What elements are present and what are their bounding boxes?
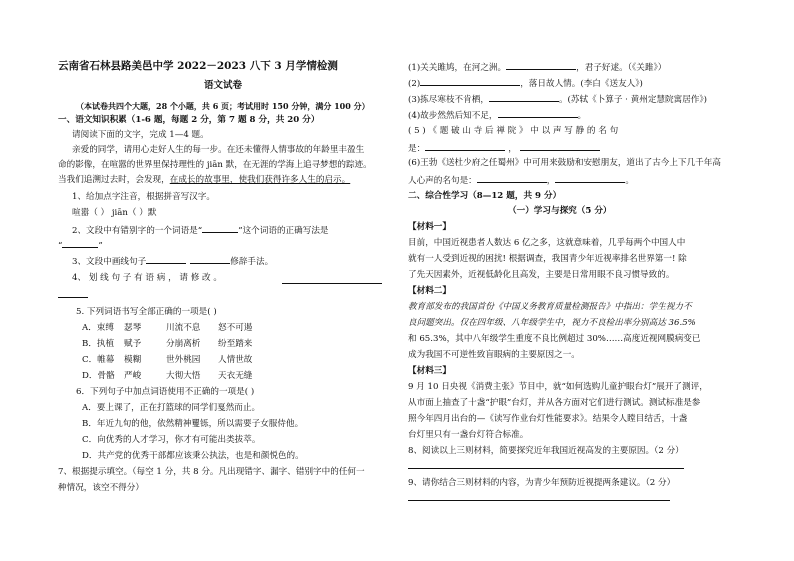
- q5-d-3: 大彻大悟: [166, 371, 201, 381]
- passage-line-1: 亲爱的同学，请用心走好人生的每一步。在还未懂得人情事故的年龄里丰盈生: [72, 145, 365, 155]
- question-2-d: ”: [98, 241, 103, 251]
- question-2-c: “: [58, 241, 63, 251]
- q5-b-1: B．执植: [82, 339, 115, 349]
- question-3-b: 修辞手法。: [230, 257, 274, 267]
- material-3-label: 【材料三】: [408, 366, 451, 376]
- material-1-line-2: 就有一人受到近视的困扰! 根据调查，我国青少年近视率排名世界第一! 除: [408, 254, 687, 264]
- passage-line-3-a: 当我们追溯过去时，会发现，: [58, 175, 170, 185]
- material-3-line-2: 从市面上抽查了十盏“护眼”台灯，并从各方面对它们进行测试。测试标准是参: [408, 398, 701, 408]
- fill-6-d: 。: [625, 176, 634, 186]
- question-2-a: 2、文段中有错别字的一个词语是“: [72, 226, 203, 236]
- answer-line[interactable]: [282, 283, 382, 284]
- question-9: 9、请你结合三则材料的内容，为青少年预防近视提两条建议。（2 分）: [408, 478, 676, 488]
- answer-blank[interactable]: [498, 108, 578, 118]
- answer-line[interactable]: [408, 500, 670, 501]
- answer-blank[interactable]: [146, 254, 186, 264]
- q6-option-c: C．向优秀的人才学习，你才有可能出类拔萃。: [82, 435, 261, 445]
- q5-d-2: 严峻: [124, 371, 142, 381]
- fill-4: [408, 108, 586, 122]
- answer-blank[interactable]: [190, 254, 230, 264]
- q5-b-3: 分崩离析: [166, 339, 201, 349]
- material-1-label: 【材料一】: [408, 222, 451, 232]
- answer-blank[interactable]: [62, 238, 98, 248]
- fill-4-b: 。: [577, 111, 587, 121]
- question-4: 4、 划 线 句 子 有 语 病 ， 请 修 改 。: [72, 273, 222, 283]
- answer-blank[interactable]: [506, 60, 576, 70]
- fill-3: [408, 92, 707, 106]
- q5-option-a: [82, 322, 260, 334]
- exam-subtitle: 语文试卷: [204, 80, 243, 91]
- fill-5-line-2: 是： ，: [408, 141, 600, 155]
- fill-6-c: ，: [546, 176, 556, 186]
- section-2-heading: 二、综合性学习（8—12 题，共 9 分）: [408, 191, 562, 201]
- q5-c-2: 模糊: [124, 355, 142, 365]
- material-2-line-2: 良问题突出。仅在四年级、八年级学生中，视力不良检出率分别高达 36.5%: [408, 318, 696, 328]
- fill-5: ( 5 ) 《 题 破 山 寺 后 禅 院 》 中 以 声 写 静 的 名 句: [408, 126, 619, 136]
- answer-blank[interactable]: [425, 141, 505, 151]
- section-1-heading: 一、语文知识积累（1-6 题，每题 2 分，第 7 题 8 分，共 20 分）: [58, 115, 320, 125]
- question-2-line-2: [58, 238, 103, 252]
- question-7: 7、根据提示填空。（每空 1 分，共 8 分。凡出现错字、漏字、错别字中的任何一: [58, 467, 365, 477]
- q5-c-1: C．帷幕: [82, 355, 115, 365]
- answer-blank[interactable]: [202, 223, 238, 233]
- question-7-line-2: 种情况，该空不得分）: [58, 483, 144, 493]
- material-3-line-1: 9 月 10 日央视《消费主张》节目中，就“如何选购儿童护眼台灯”展开了测评，: [408, 382, 708, 392]
- q5-d-1: D．骨骼: [82, 371, 115, 381]
- question-2: [72, 223, 329, 237]
- passage-underlined-sentence: 在成长的故事里，使我们获得许多人生的启示。: [169, 175, 351, 185]
- question-8: 8、阅读以上三则材料，简要探究近年我国近视高发的主要原因。（2 分）: [408, 446, 684, 456]
- fill-1-a: (1)关关雎鸠，在河之洲。: [408, 63, 507, 73]
- q5-a-3: 川流不息: [166, 323, 201, 333]
- fill-5-b: 是：: [408, 144, 426, 154]
- fill-3-b: 。(苏轼《卜算子 · 黄州定慧院寓居作》): [558, 95, 708, 105]
- q5-c-3: 世外桃园: [166, 355, 201, 365]
- material-2-label: 【材料二】: [408, 286, 451, 296]
- fill-1: [408, 60, 666, 74]
- question-1-answer: 喧嚣（ ） jiān（ ）默: [72, 208, 157, 218]
- material-2-line-4: 成为我国不可逆性致盲眼病的主要原因之一。: [408, 350, 580, 360]
- fill-1-b: ，君子好逑。（《关雎》）: [576, 63, 667, 73]
- answer-blank[interactable]: [420, 76, 520, 86]
- q6-option-b: B．年近九旬的他，依然精神矍铄，所以需要子女服侍他。: [82, 419, 304, 429]
- q5-c-4: 人情世故: [218, 355, 253, 365]
- fill-6-b: 人心声的名句是：: [408, 176, 477, 186]
- answer-blank[interactable]: [520, 141, 600, 151]
- q5-d-4: 天衣无缝: [218, 371, 253, 381]
- answer-blank[interactable]: [477, 173, 547, 183]
- q5-b-2: 赋予: [124, 339, 142, 349]
- answer-blank[interactable]: [555, 173, 625, 183]
- answer-line[interactable]: [58, 297, 88, 298]
- material-3-line-3: 照今年四月出台的—《读写作业台灯性能要求》。结果令人瞠目结舌，十盏: [408, 414, 688, 424]
- passage-line-2: 命的影像，在喧嚣的世界里保持理性的 jiān 默，在无涯的学海上追寻梦想的踪迹。: [58, 160, 372, 170]
- q5-option-c: [82, 354, 260, 366]
- question-2-b: ”这个词语的正确写法是: [238, 226, 329, 236]
- q5-b-4: 纷至踏来: [218, 339, 253, 349]
- exam-note: （本试卷共四个大题，28 个小题，共 6 页；考试用时 150 分钟，满分 100 分）: [76, 101, 370, 111]
- answer-blank[interactable]: [489, 92, 559, 102]
- question-3-a: 3、文段中画线句子: [72, 257, 147, 267]
- q5-option-b: [82, 338, 260, 350]
- material-2-line-3: 和 65.3%，其中八年级学生重度不良比例超过 30%……高度近视网膜病变已: [408, 334, 701, 344]
- q5-a-1: A．束缚: [82, 323, 114, 333]
- question-3: [72, 254, 273, 268]
- material-3-line-4: 台灯里只有一盏台灯符合标准。: [408, 430, 529, 440]
- q6-option-d: D．共产党的优秀干部都应该秉公执法，也是和颜悦色的。: [82, 451, 304, 461]
- q5-a-4: 怒不可遏: [218, 323, 253, 333]
- question-6: 6．下列句子中加点词语使用不正确的一项是( ): [76, 387, 255, 397]
- material-1-line-1: 目前，中国近视患者人数达 6 亿之多，这就意味着，几乎每两个中国人中: [408, 238, 686, 248]
- fill-2: [408, 76, 643, 90]
- q5-option-d: [82, 370, 260, 382]
- reading-intro: 请阅读下面的文字，完成 1—4 题。: [72, 130, 209, 140]
- passage-line-3: [58, 174, 350, 186]
- fill-2-a: (2): [408, 79, 421, 89]
- answer-line[interactable]: [408, 468, 684, 469]
- material-1-line-3: 了先天因素外，近视低龄化且高发，主要是日常用眼不良习惯导致的。: [408, 270, 675, 280]
- fill-6: (6)王勃《送杜少府之任蜀州》中可用来鼓励和安慰朋友，道出了古今上下几千年高: [408, 158, 721, 168]
- q6-option-a: A．要上课了，正在打篮球的同学们戛然而止。: [82, 403, 261, 413]
- fill-6-line-2: [408, 173, 634, 187]
- material-2-line-1: 教育部发布的我国首份《中国义务教育质量检测报告》中指出：学生视力不: [408, 302, 692, 312]
- fill-2-b: ，落日故人情。(李白《送友人》): [520, 79, 643, 89]
- fill-4-a: (4)故步然然后知不足，: [408, 111, 498, 121]
- question-5: 5. 下列词语书写全部正确的一项是( ): [76, 307, 217, 317]
- question-1: 1、给加点字注音，根据拼音写汉字。: [72, 192, 215, 202]
- section-2-sub: （一）学习与探究（5 分）: [508, 206, 612, 216]
- q5-a-2: 瑟琴: [124, 323, 142, 333]
- exam-title: 云南省石林县路美邑中学 2022－2023 八下 3 月学情检测: [58, 60, 338, 72]
- fill-3-a: (3)拣尽寒枝不肯栖，: [408, 95, 489, 105]
